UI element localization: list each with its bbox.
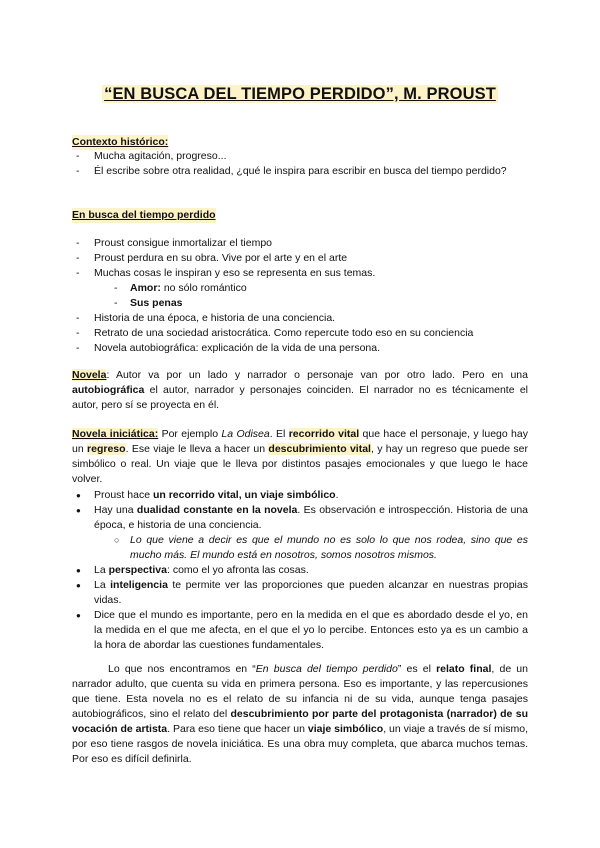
iniciatica-term: Novela iniciática: [72, 428, 159, 440]
final-text-5: , un viaje a través de sí mismo, por eso tiene rasgos de novela iniciática. Es una obra muy completa, que abarca muchos temas. Por eso es difícil definirla. [72, 723, 528, 765]
iniciatica-text-1: Por ejemplo [158, 428, 222, 440]
final-text-2: ” es el [397, 663, 437, 675]
iniciatica-text-2: . El [269, 428, 289, 440]
page-title-text: “EN BUSCA DEL TIEMPO PERDIDO”, M. PROUST [104, 85, 496, 103]
final-text-1: Lo que nos encontramos en “ [108, 663, 256, 675]
final-bold-3: viaje simbólico [307, 723, 384, 735]
bullet-text: Hay una [94, 504, 137, 516]
sub-list-item [72, 281, 528, 296]
list-item: - Muchas cosas le inspiran y eso se representa en sus temas. [72, 266, 528, 281]
list-item [72, 488, 528, 503]
bullet-text: Proust hace [94, 489, 153, 501]
list-item: - Retrato de una sociedad aristocrática. Como repercute todo eso en su conciencia [72, 326, 528, 341]
contexto-heading: Contexto histórico: [72, 136, 169, 148]
novela-text-1: : Autor va por un lado y narrador o personaje van por otro lado. Pero en una [106, 369, 528, 381]
novela-term: Novela [72, 369, 107, 381]
iniciatica-work: La Odisea [221, 428, 270, 440]
amor-text: no sólo romántico [160, 282, 247, 294]
bullet-text: te permite ver las proporciones que pueden alcanzar en nuestras propias vidas. [94, 579, 528, 606]
list-item: - Mucha agitación, progreso... [72, 149, 528, 164]
novela-text-2: el autor, narrador y personajes coinciden. El narrador no es técnicamente el autor, pero sí se proyecta en él. [72, 384, 528, 411]
final-bold-2: descubrimiento por parte del protagonista (narrador) de su vocación de artista [72, 708, 528, 735]
busca-list [72, 236, 528, 356]
bullet-bold: inteligencia [110, 579, 168, 591]
list-item: - Novela autobiográfica: explicación de la vida de una persona. [72, 341, 528, 356]
iniciatica-text-4: . Ese viaje le lleva a hacer un [125, 443, 269, 455]
bullet-text: : como el yo afronta las cosas. [166, 564, 309, 576]
iniciatica-bold-2: regreso [87, 443, 126, 455]
list-item: - Proust perdura en su obra. Vive por el arte y en el arte [72, 251, 528, 266]
penas-label: Sus penas [130, 297, 183, 309]
final-text-3: , de un narrador adulto, que cuenta su vida en primera persona. Eso es importante, y las repercusiones que tiene. Esta novela no es el relato de su infancia ni de su vida, aunque tenga pasajes autobiográficos, sino el relato del [72, 663, 528, 720]
final-bold-1: relato final [436, 663, 492, 675]
final-text-4: . Para eso tiene que hacer un [167, 723, 308, 735]
iniciatica-bold-1: recorrido vital [288, 428, 360, 440]
bullet-bold: perspectiva [108, 564, 167, 576]
iniciatica-text-5: , y hay un regreso que puede ser simbólico o real. Un viaje que le lleva por distintos pasajes emocionales y que luego le hace volver. [72, 443, 528, 485]
quote-item: ○ Lo que viene a decir es que el mundo no es solo lo que nos rodea, sino que es mucho más. El mundo está en nosotros, somos nosotros mismos. [72, 533, 528, 563]
list-item: - Él escribe sobre otra realidad, ¿qué le inspira para escribir en busca del tiempo perdido? [72, 164, 528, 179]
bullet-text: . [335, 489, 339, 501]
list-item [72, 578, 528, 608]
sub-list-item [72, 296, 528, 311]
iniciatica-bold-3: descubrimiento vital [268, 443, 371, 455]
page-title [0, 87, 600, 104]
bullet-text: . Es observación e introspección. Historia de una época, e historia de una conciencia. [94, 504, 528, 531]
bullet-text: La [94, 579, 111, 591]
iniciatica-text-3: que hace el personaje, y luego hay un [72, 428, 528, 455]
list-item [72, 563, 528, 578]
list-item [72, 503, 528, 533]
amor-label: Amor: [130, 282, 161, 294]
final-work: En busca del tiempo perdido [255, 663, 398, 675]
bullet-bold: un recorrido vital, un viaje simbólico [152, 489, 336, 501]
final-paragraph [72, 662, 528, 767]
list-item: - Proust consigue inmortalizar el tiempo [72, 236, 528, 251]
contexto-list [72, 149, 528, 179]
novela-bold: autobiográfica [72, 384, 145, 396]
bullet-bold: dualidad constante en la novela [136, 504, 298, 516]
iniciatica-paragraph [72, 427, 528, 487]
list-item: - Historia de una época, e historia de una conciencia. [72, 311, 528, 326]
list-item: ● Dice que el mundo es importante, pero en la medida en el que es abordado desde el yo, en la medida en el que me afecta, en el que el yo lo percibe. Entonces esto ya es un cambio a la hora de abordar las cuestiones fundamentales. [72, 608, 528, 653]
busca-heading: En busca del tiempo perdido [72, 209, 216, 221]
bullet-text: La [94, 564, 109, 576]
novela-paragraph [72, 368, 528, 413]
iniciatica-bullets [72, 488, 528, 653]
